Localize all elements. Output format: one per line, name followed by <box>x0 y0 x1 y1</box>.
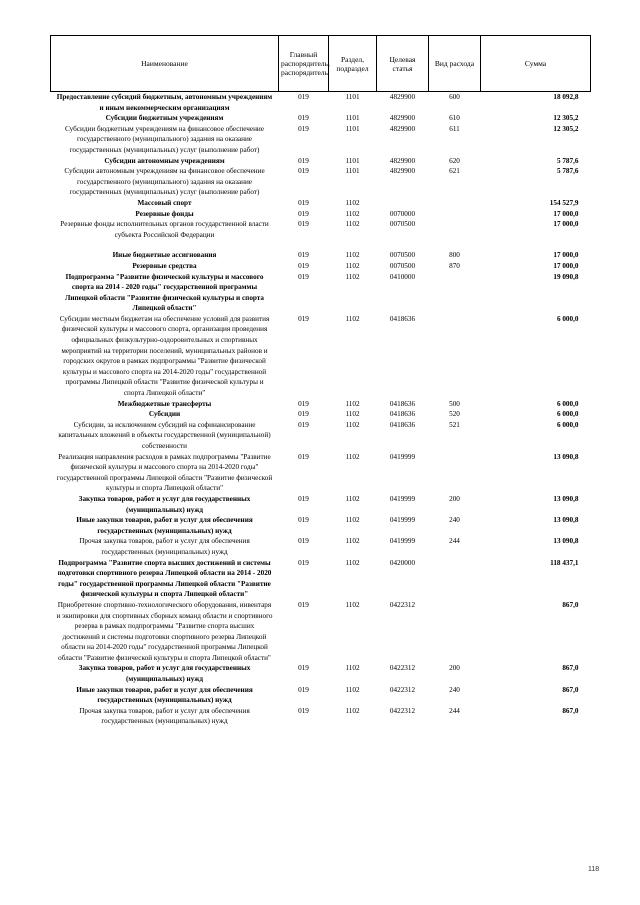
row-section: 1101 <box>345 114 360 123</box>
row-type <box>429 558 481 600</box>
row-name: Реализация направления расходов в рамках подпрограммы "Развитие физической культуры и массового спорта на 2014-2020 годы" государственной программы Липецкой области "Развитие физической культуры и спорта Липецкой области" <box>56 452 273 493</box>
row-admin: 019 <box>298 93 309 101</box>
row-name: Иные бюджетные ассигнования <box>112 251 217 260</box>
table-row <box>51 219 591 240</box>
header-sum: Сумма <box>481 36 591 92</box>
row-sum: 867,0 <box>562 664 579 673</box>
row-target: 0418636 <box>389 314 416 323</box>
row-type: 621 <box>449 167 460 176</box>
row-section: 1101 <box>345 156 360 165</box>
row-target: 0410000 <box>389 272 416 281</box>
row-target: 0070500 <box>389 251 416 260</box>
row-target: 0419999 <box>389 494 416 503</box>
row-admin: 019 <box>298 124 309 133</box>
row-type <box>429 219 481 240</box>
row-admin: 019 <box>298 261 309 270</box>
row-target: 0419999 <box>389 537 416 546</box>
table-row <box>51 166 591 198</box>
row-admin: 019 <box>298 558 309 567</box>
row-name: Иные закупки товаров, работ и услуг для обеспечения государственных (муниципальных) нужд <box>76 516 253 535</box>
row-sum: 6 000,0 <box>556 420 579 429</box>
row-type <box>429 314 481 399</box>
row-type: 800 <box>449 251 460 260</box>
table-row <box>51 399 591 410</box>
row-admin: 019 <box>298 600 309 609</box>
header-name: Наименование <box>51 36 279 92</box>
row-target: 0422312 <box>389 706 416 715</box>
row-name: Субсидии бюджетным учреждениям <box>105 114 224 123</box>
row-name: Резервные фонды исполнительных органов государственной власти субъекта Российской Федерации <box>60 220 269 239</box>
row-sum: 13 090,8 <box>553 516 579 525</box>
row-section: 1102 <box>345 558 360 567</box>
row-sum: 6 000,0 <box>556 314 579 323</box>
row-sum: 13 090,8 <box>553 537 579 546</box>
row-admin: 019 <box>298 685 309 694</box>
row-admin: 019 <box>298 420 309 429</box>
row-target: 4829900 <box>389 93 416 101</box>
row-section: 1102 <box>345 209 360 218</box>
row-admin: 019 <box>298 314 309 323</box>
row-type <box>429 452 481 494</box>
table-row <box>51 156 591 167</box>
row-type: 521 <box>449 420 460 429</box>
row-section: 1102 <box>345 251 360 260</box>
row-target: 0418636 <box>389 399 416 408</box>
row-section: 1102 <box>345 706 360 715</box>
table-body <box>51 92 591 728</box>
row-section: 1101 <box>345 93 360 101</box>
table-row <box>51 558 591 600</box>
row-admin: 019 <box>298 156 309 165</box>
row-type: 244 <box>449 537 460 546</box>
row-name: Межбюджетные трансферты <box>117 399 212 408</box>
row-sum: 118 437,1 <box>550 558 579 567</box>
page-number: 118 <box>588 866 600 873</box>
row-type <box>429 198 481 209</box>
row-section: 1102 <box>345 410 360 419</box>
row-sum: 5 787,6 <box>556 167 579 176</box>
table-row <box>51 685 591 706</box>
row-name: Подпрограмма "Развитие спорта высших достижений и системы подготовки спортивного резерва Липецкой области на 2014 - 2020 годы" государственной программы Липецкой области "Развитие физической культуры и спорта Липецкой области" <box>57 558 272 599</box>
table-row <box>51 536 591 557</box>
row-section: 1102 <box>345 272 360 281</box>
header-section: Раздел, подраздел <box>329 36 377 92</box>
row-name: Резервные средства <box>132 261 197 270</box>
row-name: Закупка товаров, работ и услуг для государственных (муниципальных) нужд <box>78 494 251 514</box>
table-row <box>51 113 591 124</box>
row-admin: 019 <box>298 399 309 408</box>
row-type: 500 <box>449 399 460 408</box>
row-type <box>429 272 481 314</box>
row-type: 620 <box>449 156 460 165</box>
row-sum: 19 090,8 <box>553 272 579 281</box>
row-admin: 019 <box>298 209 309 218</box>
row-admin: 019 <box>298 220 309 229</box>
row-sum: 6 000,0 <box>556 410 579 419</box>
table-row <box>51 452 591 494</box>
row-sum: 18 092,8 <box>553 93 579 101</box>
row-section: 1102 <box>345 198 360 207</box>
row-target: 0422312 <box>389 685 416 694</box>
row-target: 4829900 <box>389 167 416 176</box>
row-section: 1102 <box>345 600 360 609</box>
row-target: 0418636 <box>389 410 416 419</box>
table-row <box>51 409 591 420</box>
row-type: 610 <box>449 114 460 123</box>
table-row <box>51 706 591 727</box>
row-section: 1102 <box>345 494 360 503</box>
row-type: 200 <box>449 494 460 503</box>
row-target: 4829900 <box>389 114 416 123</box>
header-admin: Главный распорядитель, распорядитель <box>279 36 329 92</box>
row-type: 240 <box>449 516 460 525</box>
row-type <box>429 600 481 664</box>
row-target: 0070000 <box>389 209 416 218</box>
row-section: 1102 <box>345 399 360 408</box>
row-target: 0418636 <box>389 420 416 429</box>
row-target: 0419999 <box>389 516 416 525</box>
row-name: Закупка товаров, работ и услуг для государственных (муниципальных) нужд <box>78 664 251 684</box>
row-type: 870 <box>449 261 460 270</box>
row-name: Приобретение спортивно-технологического оборудования, инвентаря и экипировки для спортивных сборных команд области и спортивного резерва в рамках подпрограммы "Развитие спорта высших достижений и системы подготовки спортивного резерва Липецкой области на 2014-2020 годы" государственной программы Липецкой области "Развитие физической культуры и спорта Липецкой области" <box>56 600 273 662</box>
row-admin: 019 <box>298 198 309 207</box>
row-sum: 154 527,9 <box>549 198 579 207</box>
row-type: 600 <box>449 93 460 101</box>
row-section: 1102 <box>345 220 360 229</box>
row-sum: 867,0 <box>562 600 579 609</box>
row-admin: 019 <box>298 452 309 461</box>
row-admin: 019 <box>298 410 309 419</box>
row-name: Предоставление субсидий бюджетным, автономным учреждениям и иным некоммерческим организациям <box>56 93 273 112</box>
row-admin: 019 <box>298 167 309 176</box>
row-sum: 5 787,6 <box>556 156 579 165</box>
row-name: Резервные фонды <box>135 209 194 218</box>
row-target: 0422312 <box>389 600 416 609</box>
row-sum: 17 000,0 <box>553 261 579 270</box>
table-row <box>51 420 591 452</box>
row-name: Субсидии автономным учреждениям <box>104 156 225 165</box>
row-admin: 019 <box>298 114 309 123</box>
row-admin: 019 <box>298 706 309 715</box>
row-section: 1101 <box>345 167 360 176</box>
row-target: 0070500 <box>389 261 416 270</box>
row-sum: 17 000,0 <box>553 209 579 218</box>
row-target: 4829900 <box>389 124 416 133</box>
table-row <box>51 272 591 314</box>
row-sum: 13 090,8 <box>553 494 579 503</box>
row-type: 240 <box>449 685 460 694</box>
row-name: Массовый спорт <box>137 198 192 207</box>
row-section: 1102 <box>345 261 360 270</box>
row-type: 244 <box>449 706 460 715</box>
row-admin: 019 <box>298 537 309 546</box>
row-name: Субсидии автономным учреждениям на финансовое обеспечение государственного (муниципального) задания на оказание государственных (муниципальных) услуг (выполнение работ) <box>64 167 265 197</box>
row-sum: 13 090,8 <box>553 452 579 461</box>
budget-table-sheet <box>50 35 590 727</box>
row-name: Прочая закупка товаров, работ и услуг для обеспечения государственных (муниципальных) нужд <box>79 537 250 556</box>
row-type: 611 <box>449 124 460 133</box>
table-row <box>51 209 591 220</box>
row-name: Субсидии бюджетным учреждениям на финансовое обеспечение государственного (муниципального) задания на оказание государственных (муниципальных) услуг (выполнение работ) <box>65 124 264 154</box>
row-target <box>377 198 429 209</box>
row-sum: 867,0 <box>562 706 579 715</box>
row-sum: 17 000,0 <box>553 220 579 229</box>
row-admin: 019 <box>298 494 309 503</box>
table-row <box>51 92 591 114</box>
row-sum: 867,0 <box>562 685 579 694</box>
header-type: Вид расхода <box>429 36 481 92</box>
row-name: Подпрограмма "Развитие физической культуры и массового спорта на 2014 - 2020 годы" государственной программы Липецкой области "Развитие физической культуры и спорта Липецкой области" <box>64 272 265 313</box>
row-name: Иные закупки товаров, работ и услуг для обеспечения государственных (муниципальных) нужд <box>76 685 253 705</box>
row-name: Субсидии, за исключением субсидий на софинансирование капитальных вложений в объекты государственной (муниципальной) собственности <box>58 420 271 450</box>
table-row <box>51 124 591 156</box>
table-row <box>51 314 591 399</box>
row-admin: 019 <box>298 251 309 260</box>
budget-table <box>50 35 591 727</box>
row-admin: 019 <box>298 664 309 673</box>
table-row <box>51 663 591 684</box>
row-admin: 019 <box>298 272 309 281</box>
row-name: Субсидии <box>148 410 181 419</box>
row-section: 1102 <box>345 314 360 323</box>
row-target: 0420000 <box>389 558 416 567</box>
table-row <box>51 494 591 515</box>
row-section: 1102 <box>345 685 360 694</box>
row-target: 0070500 <box>389 220 416 229</box>
row-name: Субсидии местным бюджетам на обеспечение условий для развития физической культуры и массового спорта, организация проведения официальных физкультурно-оздоровительных и спортивных мероприятий на территории поселений, муниципальных районов и городских округов в рамках подпрограммы "Развитие физической культуры и массового спорта на 2014-2020 годы" государственной программы Липецкой области "Развитие физической культуры и спорта Липецкой области" <box>59 314 270 398</box>
table-row <box>51 240 591 261</box>
row-section: 1101 <box>345 124 360 133</box>
row-type: 520 <box>449 410 460 419</box>
row-target: 0422312 <box>389 664 416 673</box>
table-row <box>51 198 591 209</box>
row-sum: 12 305,2 <box>553 124 579 133</box>
row-target: 4829900 <box>389 156 416 165</box>
table-row <box>51 261 591 272</box>
row-admin: 019 <box>298 516 309 525</box>
row-section: 1102 <box>345 664 360 673</box>
row-target: 0419999 <box>389 452 416 461</box>
row-section: 1102 <box>345 537 360 546</box>
row-type <box>429 209 481 220</box>
row-section: 1102 <box>345 420 360 429</box>
row-section: 1102 <box>345 452 360 461</box>
row-section: 1102 <box>345 516 360 525</box>
row-sum: 6 000,0 <box>556 399 579 408</box>
table-row <box>51 600 591 664</box>
table-header <box>51 36 591 92</box>
row-sum: 12 305,2 <box>553 114 579 123</box>
table-row <box>51 515 591 536</box>
row-sum: 17 000,0 <box>553 251 579 260</box>
row-name: Прочая закупка товаров, работ и услуг для обеспечения государственных (муниципальных) нужд <box>79 706 250 726</box>
row-type: 200 <box>449 664 460 673</box>
header-target: Целевая статья <box>377 36 429 92</box>
